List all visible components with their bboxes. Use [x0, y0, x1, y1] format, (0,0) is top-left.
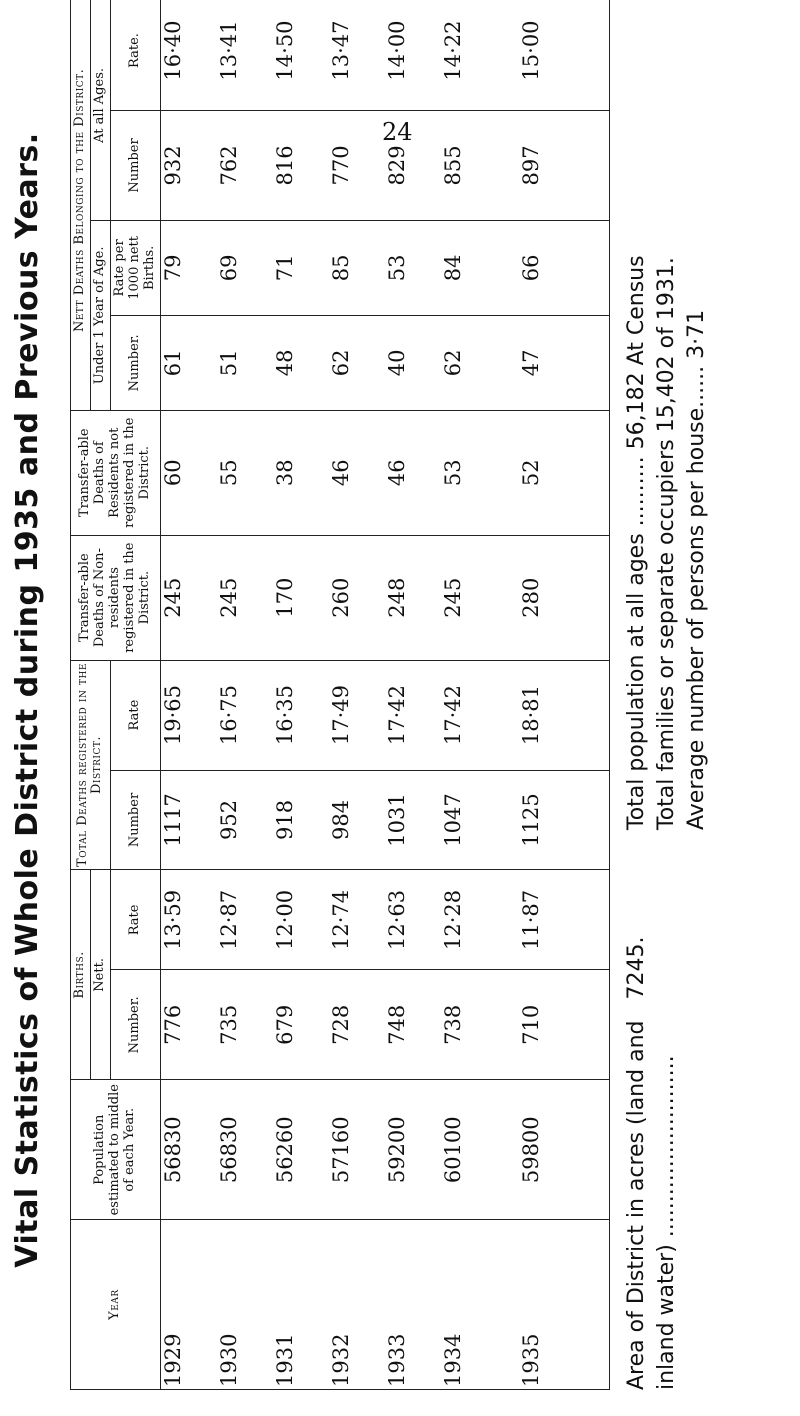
- cell-births-rate: 12·74: [328, 889, 353, 950]
- census-label-line1: At Census: [624, 255, 649, 366]
- area-note: [622, 850, 682, 1390]
- vital-statistics-table: [70, 0, 610, 1390]
- cell-year: 1930: [216, 1333, 241, 1387]
- column-population: [160, 1080, 609, 1220]
- header-births: Births.: [71, 870, 91, 1080]
- header-deaths-number: Number: [110, 770, 160, 870]
- cell-births-number: 735: [216, 1004, 241, 1045]
- header-all-ages-number: Number: [110, 111, 160, 221]
- cell-resident-deaths: 53: [440, 459, 465, 487]
- cell-births-rate: 11·87: [518, 889, 543, 950]
- census-label-line2: of 1931.: [654, 257, 679, 349]
- cell-infant-rate: 85: [328, 254, 353, 282]
- header-infant-rate: Rate per 1000 nett Births.: [110, 220, 160, 315]
- cell-resident-deaths: 46: [328, 459, 353, 487]
- cell-all-ages-rate: 13·41: [216, 20, 241, 81]
- cell-all-ages-number: 897: [518, 145, 543, 186]
- header-all-ages: At all Ages.: [90, 0, 110, 220]
- cell-births-rate: 12·87: [216, 889, 241, 950]
- header-births-rate: Rate: [110, 870, 160, 970]
- header-total-deaths: Total Deaths registered in the District.: [71, 660, 111, 870]
- cell-deaths-rate: 16·35: [272, 685, 297, 746]
- cell-nonresident-deaths: 170: [272, 577, 297, 618]
- cell-year: 1934: [440, 1333, 465, 1387]
- cell-population: 56260: [272, 1116, 297, 1184]
- cell-deaths-number: 1031: [384, 793, 409, 847]
- cell-deaths-rate: 18·81: [518, 685, 543, 746]
- cell-deaths-number: 1047: [440, 793, 465, 847]
- cell-births-rate: 13·59: [160, 889, 185, 950]
- cell-population: 56830: [216, 1116, 241, 1184]
- column-infant-rate: [160, 220, 609, 315]
- cell-births-number: 776: [160, 1004, 185, 1045]
- persons-per-house-value: 3·71: [684, 309, 709, 359]
- cell-all-ages-rate: 14·50: [272, 20, 297, 81]
- column-resident-deaths: [160, 410, 609, 535]
- header-nett: Nett.: [90, 870, 110, 1080]
- header-nett-deaths: Nett Deaths Belonging to the District.: [71, 0, 91, 410]
- column-births-rate: [160, 870, 609, 970]
- cell-year: 1931: [272, 1333, 297, 1387]
- header-year: Year: [71, 1220, 161, 1390]
- header-under-1-year: Under 1 Year of Age.: [90, 220, 110, 410]
- column-year: [160, 1220, 609, 1390]
- area-label-line1: Area of District in acres (land and: [624, 1020, 649, 1390]
- cell-year: 1929: [160, 1333, 185, 1387]
- cell-infant-rate: 79: [160, 254, 185, 282]
- header-deaths-rate: Rate: [110, 660, 160, 770]
- cell-infant-number: 48: [272, 349, 297, 377]
- column-nonresident-deaths: [160, 535, 609, 660]
- cell-nonresident-deaths: 245: [160, 577, 185, 618]
- cell-all-ages-number: 855: [440, 145, 465, 186]
- persons-per-house-label: Average number of persons per house......: [684, 365, 709, 830]
- cell-year: 1932: [328, 1333, 353, 1387]
- families-label: Total families or separate occupiers: [654, 439, 679, 830]
- rotated-page-content: [10, 10, 800, 1410]
- cell-deaths-number: 984: [328, 799, 353, 841]
- cell-infant-rate: 69: [216, 254, 241, 282]
- census-note: [622, 30, 712, 830]
- cell-resident-deaths: 55: [216, 459, 241, 487]
- cell-deaths-rate: 17·42: [440, 685, 465, 746]
- cell-all-ages-rate: 15·00: [518, 20, 543, 81]
- header-infant-number: Number.: [110, 315, 160, 410]
- cell-nonresident-deaths: 245: [440, 577, 465, 618]
- header-transferable-residents: Transfer-able Deaths of Residents not registered in the District.: [71, 410, 161, 535]
- cell-all-ages-number: 816: [272, 145, 297, 186]
- cell-nonresident-deaths: 280: [518, 577, 543, 618]
- cell-infant-rate: 71: [272, 254, 297, 282]
- cell-population: 57160: [328, 1116, 353, 1184]
- column-all-ages-number: [160, 111, 609, 221]
- cell-all-ages-number: 932: [160, 145, 185, 186]
- cell-nonresident-deaths: 245: [216, 577, 241, 618]
- cell-nonresident-deaths: 248: [384, 577, 409, 618]
- cell-population: 59800: [518, 1116, 543, 1184]
- header-all-ages-rate: Rate.: [110, 0, 160, 111]
- cell-births-rate: 12·00: [272, 889, 297, 950]
- cell-deaths-number: 1117: [160, 793, 185, 847]
- cell-resident-deaths: 46: [384, 459, 409, 487]
- cell-population: 59200: [384, 1116, 409, 1184]
- cell-population: 60100: [440, 1116, 465, 1184]
- cell-all-ages-rate: 14·00: [384, 20, 409, 81]
- cell-year: 1935: [518, 1333, 543, 1387]
- cell-births-number: 679: [272, 1004, 297, 1045]
- cell-deaths-rate: 16·75: [216, 685, 241, 746]
- cell-infant-number: 47: [518, 349, 543, 377]
- cell-deaths-number: 918: [272, 799, 297, 841]
- cell-births-number: 728: [328, 1004, 353, 1045]
- cell-infant-rate: 53: [384, 254, 409, 282]
- cell-births-number: 738: [440, 1004, 465, 1045]
- families-value: 15,402: [654, 355, 679, 433]
- cell-resident-deaths: 38: [272, 459, 297, 487]
- cell-all-ages-number: 770: [328, 145, 353, 186]
- header-population: Population estimated to middle of each Year.: [71, 1080, 161, 1220]
- cell-infant-number: 62: [328, 349, 353, 377]
- area-value: 7245.: [624, 936, 649, 1000]
- cell-deaths-rate: 17·49: [328, 685, 353, 746]
- cell-population: 56830: [160, 1116, 185, 1184]
- column-births-number: [160, 970, 609, 1080]
- page-title: Vital Statistics of Whole District during 1935 and Previous Years.: [10, 132, 45, 1268]
- cell-nonresident-deaths: 260: [328, 577, 353, 618]
- cell-infant-rate: 84: [440, 254, 465, 282]
- cell-all-ages-number: 829: [384, 145, 409, 186]
- cell-births-number: 710: [518, 1004, 543, 1045]
- cell-births-rate: 12·63: [384, 889, 409, 950]
- cell-all-ages-rate: 13·47: [328, 20, 353, 81]
- column-deaths-rate: [160, 660, 609, 770]
- cell-deaths-number: 1125: [518, 793, 543, 847]
- area-label-line2: inland water) ..........................: [654, 1055, 679, 1390]
- header-births-number: Number.: [110, 970, 160, 1080]
- cell-all-ages-number: 762: [216, 145, 241, 186]
- cell-births-rate: 12·28: [440, 889, 465, 950]
- cell-deaths-number: 952: [216, 799, 241, 841]
- cell-all-ages-rate: 14·22: [440, 20, 465, 81]
- column-infant-number: [160, 315, 609, 410]
- column-deaths-number: [160, 770, 609, 870]
- cell-infant-number: 62: [440, 349, 465, 377]
- page-number: 24: [382, 118, 413, 146]
- cell-year: 1933: [384, 1333, 409, 1387]
- cell-infant-rate: 66: [518, 254, 543, 282]
- column-all-ages-rate: [160, 0, 609, 111]
- population-label: Total population at all ages ..........: [624, 456, 649, 830]
- cell-resident-deaths: 52: [518, 459, 543, 487]
- cell-deaths-rate: 19·65: [160, 685, 185, 746]
- cell-births-number: 748: [384, 1004, 409, 1045]
- cell-infant-number: 61: [160, 349, 185, 377]
- cell-infant-number: 40: [384, 349, 409, 377]
- population-value: 56,182: [624, 372, 649, 450]
- cell-infant-number: 51: [216, 349, 241, 377]
- cell-resident-deaths: 60: [160, 459, 185, 487]
- cell-all-ages-rate: 16·40: [160, 20, 185, 81]
- cell-deaths-rate: 17·42: [384, 685, 409, 746]
- header-transferable-nonresidents: Transfer-able Deaths of Non-residents registered in the District.: [71, 535, 161, 660]
